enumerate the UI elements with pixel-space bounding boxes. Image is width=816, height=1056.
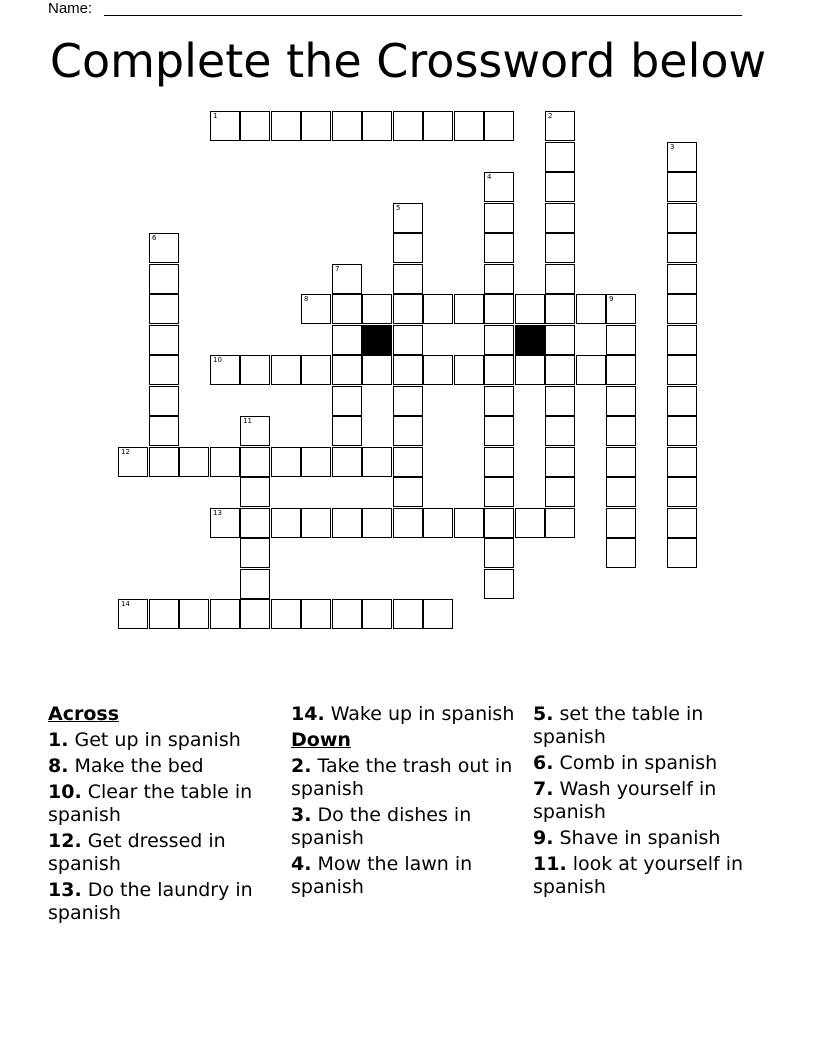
crossword-cell[interactable] (332, 386, 362, 416)
crossword-cell[interactable] (606, 355, 636, 385)
crossword-cell[interactable] (667, 355, 697, 385)
crossword-cell[interactable] (301, 447, 331, 477)
cell-number: 12 (121, 448, 130, 456)
crossword-cell[interactable] (545, 416, 575, 446)
crossword-cell[interactable] (149, 416, 179, 446)
down-heading: Down (291, 729, 351, 751)
crossword-cell[interactable] (210, 508, 240, 538)
clue-across-12 (48, 830, 280, 876)
clue-number: 2. (291, 755, 312, 777)
clue-number: 13. (48, 879, 82, 901)
clue-number: 6. (533, 752, 554, 774)
crossword-cell[interactable] (271, 508, 301, 538)
crossword-cell[interactable] (179, 447, 209, 477)
clue-number: 4. (291, 853, 312, 875)
clue-number: 14. (291, 703, 325, 725)
crossword-cell[interactable] (362, 599, 392, 629)
crossword-cell[interactable] (393, 294, 423, 324)
crossword-cell[interactable] (667, 264, 697, 294)
crossword-cell[interactable] (545, 264, 575, 294)
crossword-cell[interactable] (667, 172, 697, 202)
crossword-cell[interactable] (240, 355, 270, 385)
black-square (362, 325, 392, 355)
crossword-cell[interactable] (271, 447, 301, 477)
crossword-cell[interactable] (667, 233, 697, 263)
clue-number: 7. (533, 778, 554, 800)
clue-number: 9. (533, 827, 554, 849)
crossword-cell[interactable] (423, 294, 453, 324)
clue-number: 5. (533, 703, 554, 725)
clue-text: Take the trash out in spanish (291, 755, 513, 800)
crossword-cell[interactable] (606, 508, 636, 538)
crossword-cell[interactable] (545, 142, 575, 172)
crossword-cell[interactable] (606, 325, 636, 355)
crossword-cell[interactable] (484, 111, 514, 141)
clue-across-8 (48, 755, 280, 778)
crossword-cell[interactable] (484, 264, 514, 294)
crossword-cell[interactable] (545, 355, 575, 385)
clue-across-1 (48, 729, 280, 752)
crossword-cell[interactable] (484, 508, 514, 538)
crossword-cell[interactable] (240, 508, 270, 538)
clue-down-6 (533, 752, 773, 775)
crossword-cell[interactable] (606, 294, 636, 324)
clue-number: 11. (533, 853, 567, 875)
clue-number: 3. (291, 804, 312, 826)
crossword-cell[interactable] (667, 508, 697, 538)
crossword-cell[interactable] (515, 294, 545, 324)
cell-number: 4 (487, 173, 492, 181)
cell-number: 2 (548, 112, 553, 120)
crossword-cell[interactable] (545, 477, 575, 507)
clue-number: 8. (48, 755, 69, 777)
crossword-cell[interactable] (240, 569, 270, 599)
crossword-cell[interactable] (118, 447, 148, 477)
crossword-cell[interactable] (606, 416, 636, 446)
clue-down-7 (533, 778, 773, 824)
crossword-cell[interactable] (545, 325, 575, 355)
crossword-cell[interactable] (393, 416, 423, 446)
crossword-cell[interactable] (667, 477, 697, 507)
crossword-cell[interactable] (301, 111, 331, 141)
crossword-cell[interactable] (484, 325, 514, 355)
crossword-cell[interactable] (484, 447, 514, 477)
clue-text: Mow the lawn in spanish (291, 853, 473, 898)
cell-number: 1 (213, 112, 218, 120)
clue-text: Comb in spanish (559, 752, 718, 774)
crossword-cell[interactable] (240, 447, 270, 477)
crossword-cell[interactable] (271, 111, 301, 141)
crossword-cell[interactable] (210, 355, 240, 385)
crossword-cell[interactable] (484, 569, 514, 599)
crossword-cell[interactable] (179, 599, 209, 629)
clue-text: look at yourself in spanish (533, 853, 744, 898)
clue-text: Do the dishes in spanish (291, 804, 472, 849)
crossword-cell[interactable] (545, 203, 575, 233)
clues-column-1 (48, 703, 280, 928)
crossword-cell[interactable] (484, 294, 514, 324)
crossword-cell[interactable] (667, 203, 697, 233)
crossword-cell[interactable] (240, 538, 270, 568)
crossword-cell[interactable] (576, 355, 606, 385)
clue-down-9 (533, 827, 773, 850)
crossword-cell[interactable] (332, 447, 362, 477)
crossword-cell[interactable] (423, 111, 453, 141)
crossword-cell[interactable] (515, 508, 545, 538)
clue-down-5 (533, 703, 773, 749)
crossword-cell[interactable] (332, 294, 362, 324)
crossword-cell[interactable] (332, 416, 362, 446)
crossword-cell[interactable] (454, 294, 484, 324)
crossword-cell[interactable] (149, 294, 179, 324)
crossword-cell[interactable] (667, 447, 697, 477)
cell-number: 3 (670, 143, 675, 151)
crossword-cell[interactable] (393, 325, 423, 355)
cell-number: 6 (152, 234, 157, 242)
crossword-cell[interactable] (149, 447, 179, 477)
crossword-cell[interactable] (332, 599, 362, 629)
crossword-cell[interactable] (606, 386, 636, 416)
crossword-cell[interactable] (149, 325, 179, 355)
crossword-cell[interactable] (240, 477, 270, 507)
crossword-cell[interactable] (667, 294, 697, 324)
crossword-cell[interactable] (362, 508, 392, 538)
crossword-cell[interactable] (362, 294, 392, 324)
clue-text: Wash yourself in spanish (533, 778, 717, 823)
crossword-cell[interactable] (210, 111, 240, 141)
clue-text: Do the laundry in spanish (48, 879, 253, 924)
crossword-cell[interactable] (393, 477, 423, 507)
clue-down-11 (533, 853, 773, 899)
clue-text: Shave in spanish (559, 827, 721, 849)
crossword-cell[interactable] (484, 355, 514, 385)
crossword-cell[interactable] (393, 599, 423, 629)
clues-column-2 (291, 703, 523, 902)
crossword-cell[interactable] (362, 355, 392, 385)
crossword-cell[interactable] (301, 355, 331, 385)
crossword-cell[interactable] (393, 508, 423, 538)
clue-number: 12. (48, 830, 82, 852)
clue-text: Get dressed in spanish (48, 830, 226, 875)
clue-text: Make the bed (74, 755, 204, 777)
clue-across-13 (48, 879, 280, 925)
crossword-cell[interactable] (393, 447, 423, 477)
crossword-cell[interactable] (271, 599, 301, 629)
clue-text: Wake up in spanish (330, 703, 515, 725)
crossword-cell[interactable] (606, 447, 636, 477)
crossword-cell[interactable] (149, 355, 179, 385)
crossword-cell[interactable] (454, 111, 484, 141)
crossword-cell[interactable] (240, 111, 270, 141)
crossword-cell[interactable] (484, 538, 514, 568)
crossword-cell[interactable] (515, 355, 545, 385)
cell-number: 11 (243, 417, 252, 425)
crossword-cell[interactable] (484, 172, 514, 202)
crossword-cell[interactable] (332, 355, 362, 385)
clue-across-10 (48, 781, 280, 827)
cell-number: 9 (609, 295, 614, 303)
crossword-cell[interactable] (118, 599, 148, 629)
crossword-cell[interactable] (484, 233, 514, 263)
black-square (515, 325, 545, 355)
clue-across-14 (291, 703, 523, 726)
name-label: Name: (48, 0, 93, 17)
crossword-cell[interactable] (484, 386, 514, 416)
crossword-cell[interactable] (606, 538, 636, 568)
crossword-cell[interactable] (454, 508, 484, 538)
crossword-cell[interactable] (149, 386, 179, 416)
crossword-cell[interactable] (423, 508, 453, 538)
clue-number: 10. (48, 781, 82, 803)
crossword-cell[interactable] (393, 264, 423, 294)
across-heading: Across (48, 703, 120, 725)
crossword-cell[interactable] (393, 233, 423, 263)
crossword-cell[interactable] (271, 355, 301, 385)
crossword-cell[interactable] (149, 264, 179, 294)
crossword-cell[interactable] (545, 111, 575, 141)
page-title: Complete the Crossword below (49, 34, 767, 88)
clue-number: 1. (48, 729, 69, 751)
crossword-cell[interactable] (667, 325, 697, 355)
clue-down-3 (291, 804, 523, 850)
cell-number: 13 (213, 509, 222, 517)
crossword-cell[interactable] (545, 508, 575, 538)
crossword-cell[interactable] (393, 203, 423, 233)
crossword-cell[interactable] (332, 111, 362, 141)
crossword-cell[interactable] (240, 599, 270, 629)
crossword-cell[interactable] (667, 142, 697, 172)
crossword-cell[interactable] (454, 355, 484, 385)
clue-text: Get up in spanish (74, 729, 241, 751)
crossword-cell[interactable] (484, 416, 514, 446)
crossword-cell[interactable] (423, 599, 453, 629)
crossword-cell[interactable] (545, 386, 575, 416)
crossword-cell[interactable] (606, 477, 636, 507)
clue-down-2 (291, 755, 523, 801)
crossword-cell[interactable] (545, 447, 575, 477)
crossword-cell[interactable] (301, 294, 331, 324)
clues-column-3 (533, 703, 773, 902)
crossword-cell[interactable] (667, 386, 697, 416)
crossword-cell[interactable] (332, 325, 362, 355)
cell-number: 8 (304, 295, 309, 303)
cell-number: 7 (335, 265, 340, 273)
crossword-cell[interactable] (149, 233, 179, 263)
crossword-cell[interactable] (393, 386, 423, 416)
clue-text: Clear the table in spanish (48, 781, 253, 826)
clue-down-4 (291, 853, 523, 899)
crossword-cell[interactable] (149, 599, 179, 629)
crossword-cell[interactable] (484, 477, 514, 507)
clue-text: set the table in spanish (533, 703, 704, 748)
crossword-cell[interactable] (301, 599, 331, 629)
crossword-cell[interactable] (545, 294, 575, 324)
crossword-cell[interactable] (423, 355, 453, 385)
crossword-cell[interactable] (545, 172, 575, 202)
crossword-cell[interactable] (576, 294, 606, 324)
crossword-cell[interactable] (484, 203, 514, 233)
crossword-cell[interactable] (393, 355, 423, 385)
crossword-cell[interactable] (301, 508, 331, 538)
crossword-cell[interactable] (240, 416, 270, 446)
crossword-cell[interactable] (545, 233, 575, 263)
crossword-cell[interactable] (393, 111, 423, 141)
crossword-cell[interactable] (667, 538, 697, 568)
crossword-cell[interactable] (210, 599, 240, 629)
crossword-cell[interactable] (332, 508, 362, 538)
crossword-cell[interactable] (667, 416, 697, 446)
crossword-cell[interactable] (362, 111, 392, 141)
crossword-cell[interactable] (210, 447, 240, 477)
cell-number: 14 (121, 600, 130, 608)
crossword-cell[interactable] (362, 447, 392, 477)
cell-number: 5 (396, 204, 401, 212)
cell-number: 10 (213, 356, 222, 364)
crossword-cell[interactable] (332, 264, 362, 294)
